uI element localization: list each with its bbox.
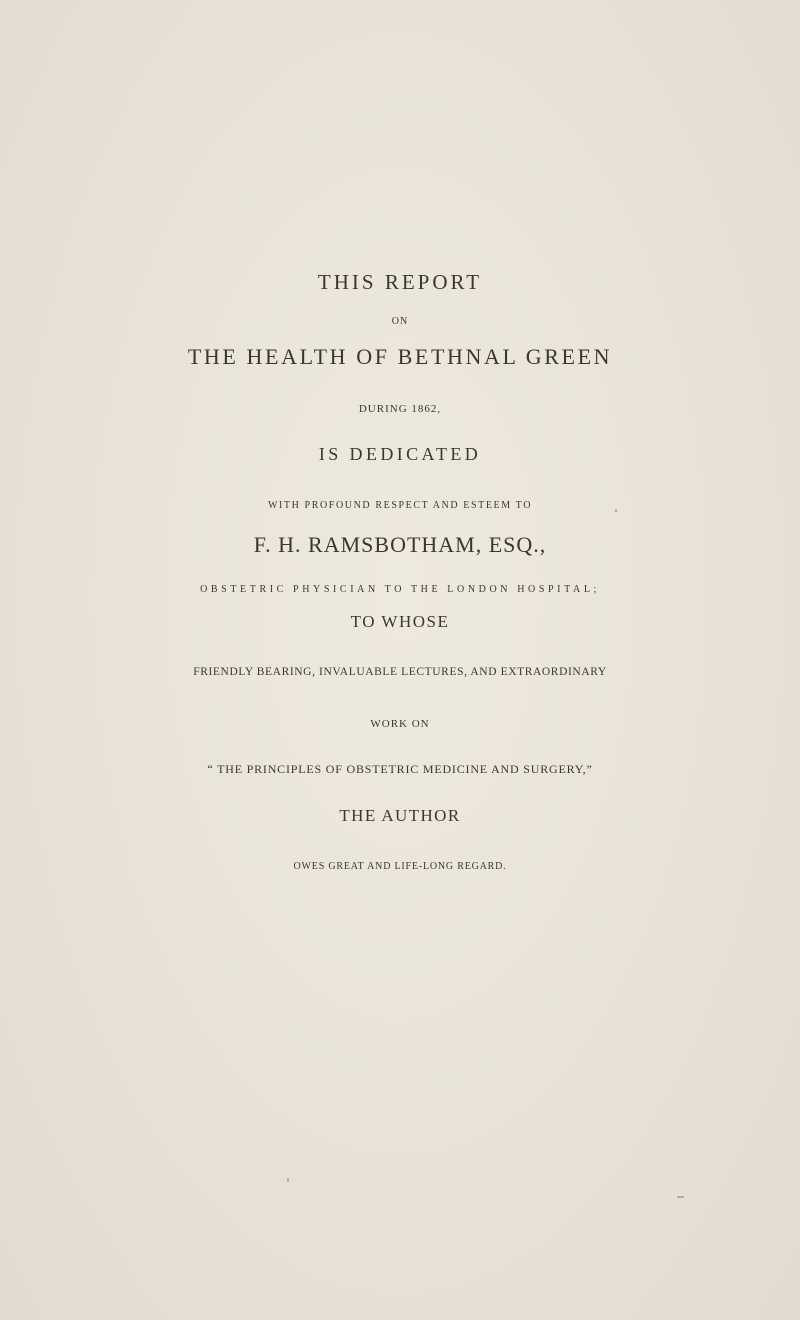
dedication-on: ON [391, 316, 409, 327]
author-line: THE AUTHOR [339, 806, 461, 825]
dedicatee-position: OBSTETRIC PHYSICIAN TO THE LONDON HOSPITAL; [200, 584, 600, 595]
is-dedicated-heading: IS DEDICATED [318, 444, 482, 464]
work-on-line: WORK ON [370, 718, 430, 730]
closing-line: OWES GREAT AND LIFE-LONG REGARD. [293, 861, 507, 872]
paper-speck [677, 1196, 684, 1198]
paper-speck [615, 509, 617, 512]
dedication-title: THIS REPORT [317, 270, 483, 294]
dedicatee-name: F. H. RAMSBOTHAM, ESQ., [253, 532, 547, 557]
qualities-line: FRIENDLY BEARING, INVALUABLE LECTURES, AND EXTRAORDINARY [193, 666, 607, 678]
paper-speck [287, 1178, 289, 1182]
respect-line: WITH PROFOUND RESPECT AND ESTEEM TO [267, 500, 533, 511]
report-period: DURING 1862, [358, 403, 442, 415]
book-title: “ THE PRINCIPLES OF OBSTETRIC MEDICINE AND SURGERY,” [207, 762, 593, 776]
to-whose-line: TO WHOSE [350, 612, 450, 631]
report-subject: THE HEALTH OF BETHNAL GREEN [187, 344, 613, 369]
